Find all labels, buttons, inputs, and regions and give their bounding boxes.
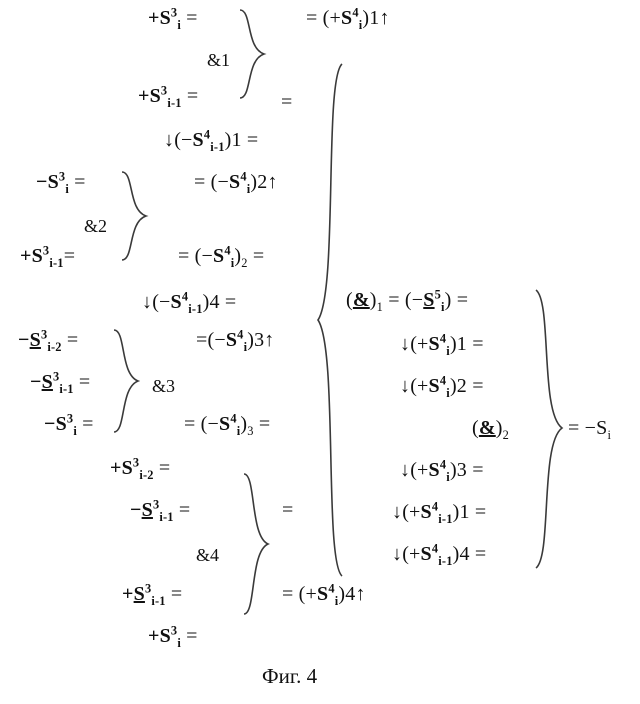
expr-r4-left: $-S^3_i$ =: [36, 169, 86, 196]
expr-r12-left: $+S^3_{i-1}$ =: [122, 581, 183, 608]
expr-c4: $(\&)_2$: [472, 417, 510, 442]
label-and-4: &4: [196, 545, 220, 565]
expr-c6: $↓(+S^4_{i-1})1$ =: [392, 499, 487, 526]
expr-c3: $↓(+S^4_i)2$ =: [400, 373, 484, 400]
expr-r1-left: $+S^3_i$ =: [148, 5, 198, 32]
brace-main-right: [530, 286, 568, 572]
brace-main-left: [312, 60, 352, 580]
label-and-3: &3: [152, 376, 176, 396]
expr-r8-left: $-S^3_{i-1}$ =: [30, 369, 91, 396]
brace-group-4: [240, 470, 274, 618]
expr-r1-right: = $(+S^4_i)1↑$: [306, 5, 390, 32]
expr-r4-right: = $(-S^4_i)2↑$: [194, 169, 278, 196]
expr-r11-left: $-S^3_{i-1}$ =: [130, 497, 191, 524]
expr-r11-right: =: [282, 499, 294, 521]
expr-output: = $-S_i$: [568, 417, 612, 442]
brace-group-1: [236, 6, 270, 102]
expr-r3: $↓(-S^4_{i-1})1$ =: [164, 127, 259, 154]
expr-r9-right: = $(-S^4_i)_3$ =: [184, 411, 271, 438]
expr-r10-left: $+S^3_{i-2}$ =: [110, 455, 171, 482]
expr-r12-right: = $(+S^4_i)4↑$: [282, 581, 366, 608]
figure-caption: Фиг. 4: [262, 664, 318, 688]
expr-c5: $↓(+S^4_i)3$ =: [400, 457, 484, 484]
expr-c1: $(\&)_1 = (-S^5_i)$ =: [346, 287, 469, 314]
expr-r9-left: $-S^3_i$ =: [44, 411, 94, 438]
expr-r2-right: =: [281, 91, 293, 113]
expr-r5-right: = $(-S^4_i)_2$ =: [178, 243, 265, 270]
label-and-1: &1: [207, 50, 231, 70]
expr-r2-left: $+S^3_{i-1}$ =: [138, 83, 199, 110]
expr-c2: $↓(+S^4_i)1$ =: [400, 331, 484, 358]
expr-r13-left: $+S^3_i$ =: [148, 623, 198, 650]
brace-group-2: [118, 168, 152, 264]
expr-r6: $↓(-S^4_{i-1})4$ =: [142, 289, 237, 316]
brace-group-3: [110, 326, 144, 436]
expr-r5-left: $+S^3_{i-1}=$: [20, 243, 76, 270]
expr-r7-right: $=(-S^4_i)3↑$: [196, 327, 275, 354]
expr-r7-left: $-S^3_{i-2}$ =: [18, 327, 79, 354]
label-and-2: &2: [84, 216, 108, 236]
expr-c7: $↓(+S^4_{i-1})4$ =: [392, 541, 487, 568]
